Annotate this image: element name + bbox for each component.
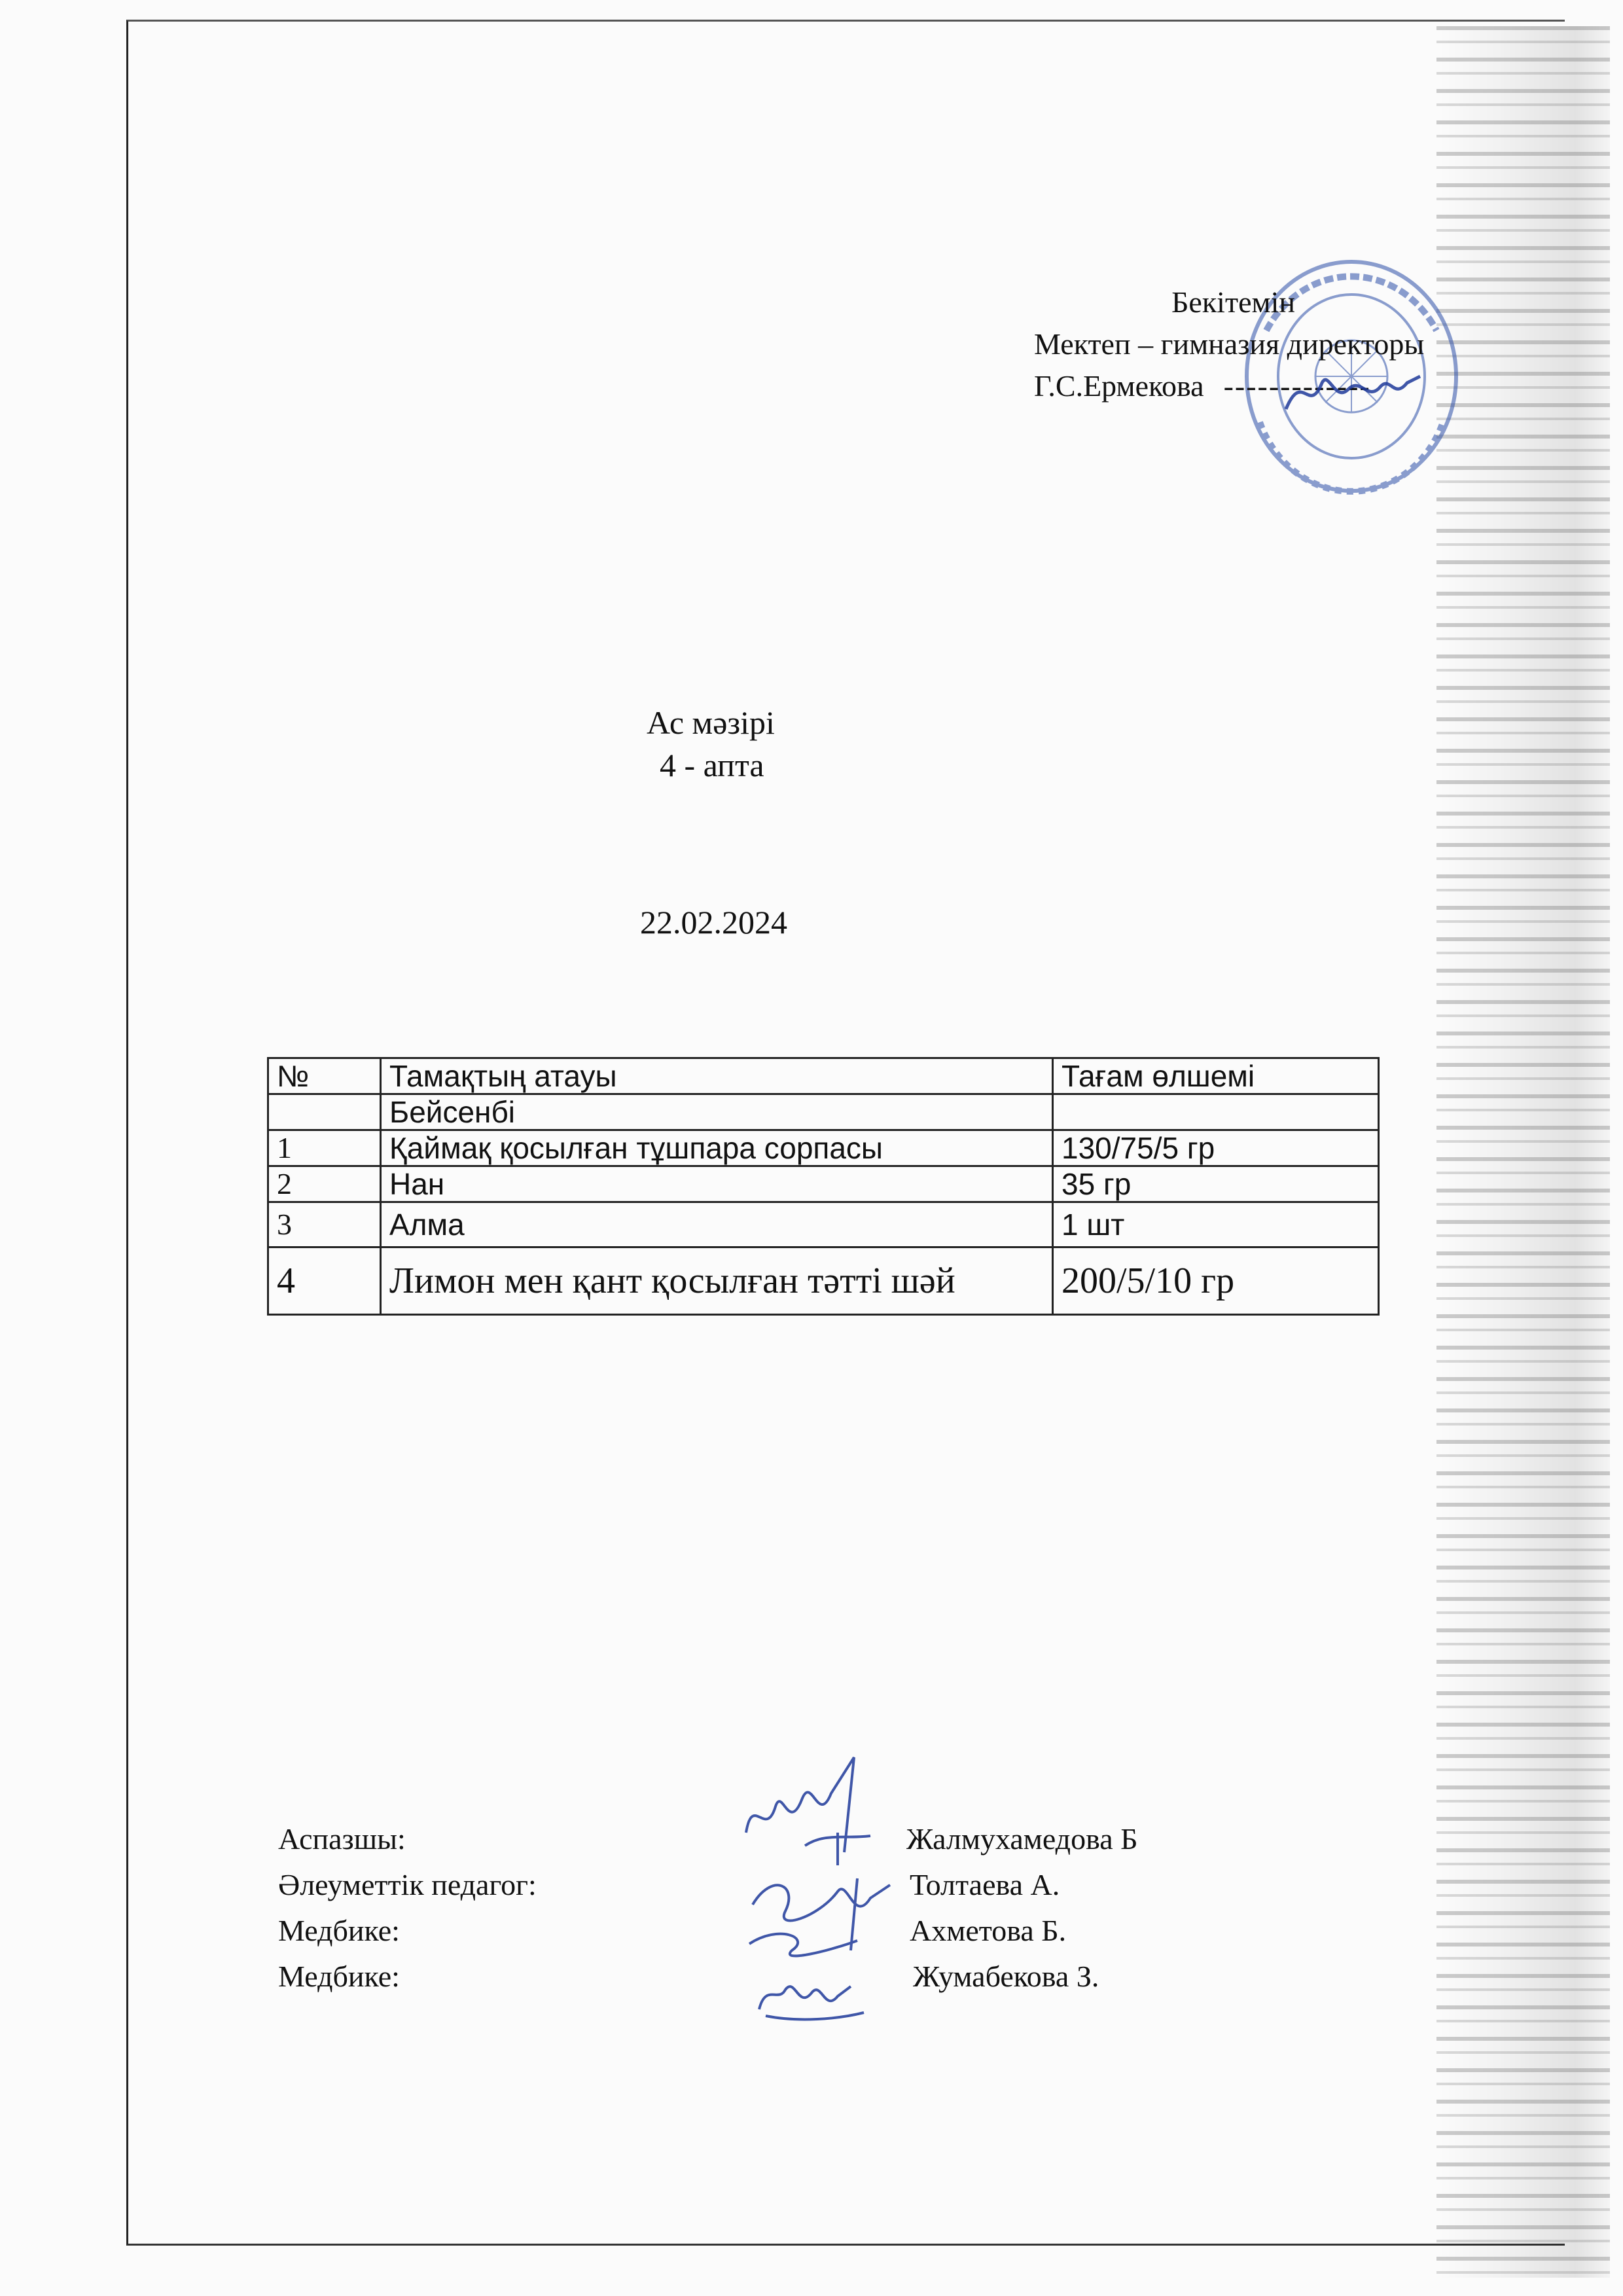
menu-date: 22.02.2024 — [640, 904, 787, 941]
table-row — [268, 1166, 1379, 1202]
table-header-row — [268, 1058, 1379, 1094]
day-empty-cell — [268, 1094, 381, 1130]
menu-title: Ас мәзірі — [647, 704, 775, 741]
row-number: 4 — [268, 1247, 381, 1315]
row-number: 3 — [268, 1202, 381, 1247]
header-number: № — [268, 1058, 381, 1094]
staff-role: Әлеуметтік педагог: — [278, 1868, 537, 1901]
staff-role: Медбике: — [278, 1914, 400, 1947]
day-label: Бейсенбі — [381, 1094, 1053, 1130]
staff-role: Аспазшы: — [278, 1822, 406, 1856]
dish-portion: 200/5/10 гр — [1053, 1247, 1379, 1315]
dish-portion: 1 шт — [1053, 1202, 1379, 1247]
day-empty-cell — [1053, 1094, 1379, 1130]
dish-portion: 35 гр — [1053, 1166, 1379, 1202]
week-label: 4 - апта — [660, 747, 764, 783]
approval-label: Бекітемін — [1171, 285, 1295, 319]
approval-name: Г.С.Ермекова — [1034, 369, 1204, 403]
header-portion: Тағам өлшемі — [1053, 1058, 1379, 1094]
table-row — [268, 1202, 1379, 1247]
staff-name: Жумабекова З. — [913, 1960, 1099, 1993]
row-number: 1 — [268, 1130, 381, 1166]
dish-name: Қаймақ қосылған тұшпара сорпасы — [381, 1130, 1053, 1166]
staff-name: Толтаева А. — [910, 1868, 1060, 1901]
approval-signature-line: ------------- — [1223, 369, 1371, 403]
row-number: 2 — [268, 1166, 381, 1202]
staff-name: Ахметова Б. — [910, 1914, 1067, 1947]
dish-name: Лимон мен қант қосылған тәтті шәй — [381, 1247, 1053, 1315]
approval-position: Мектеп – гимназия директоры — [1034, 327, 1425, 361]
menu-table — [267, 1057, 1380, 1316]
dish-name: Алма — [381, 1202, 1053, 1247]
staff-name: Жалмухамедова Б — [906, 1822, 1138, 1856]
table-day-row — [268, 1094, 1379, 1130]
table-row — [268, 1247, 1379, 1315]
staff-role: Медбике: — [278, 1960, 400, 1993]
dish-name: Нан — [381, 1166, 1053, 1202]
header-dish-name: Тамақтың атауы — [381, 1058, 1053, 1094]
dish-portion: 130/75/5 гр — [1053, 1130, 1379, 1166]
table-row — [268, 1130, 1379, 1166]
staff-signatures — [740, 1754, 929, 2029]
director-signature — [1283, 363, 1427, 422]
